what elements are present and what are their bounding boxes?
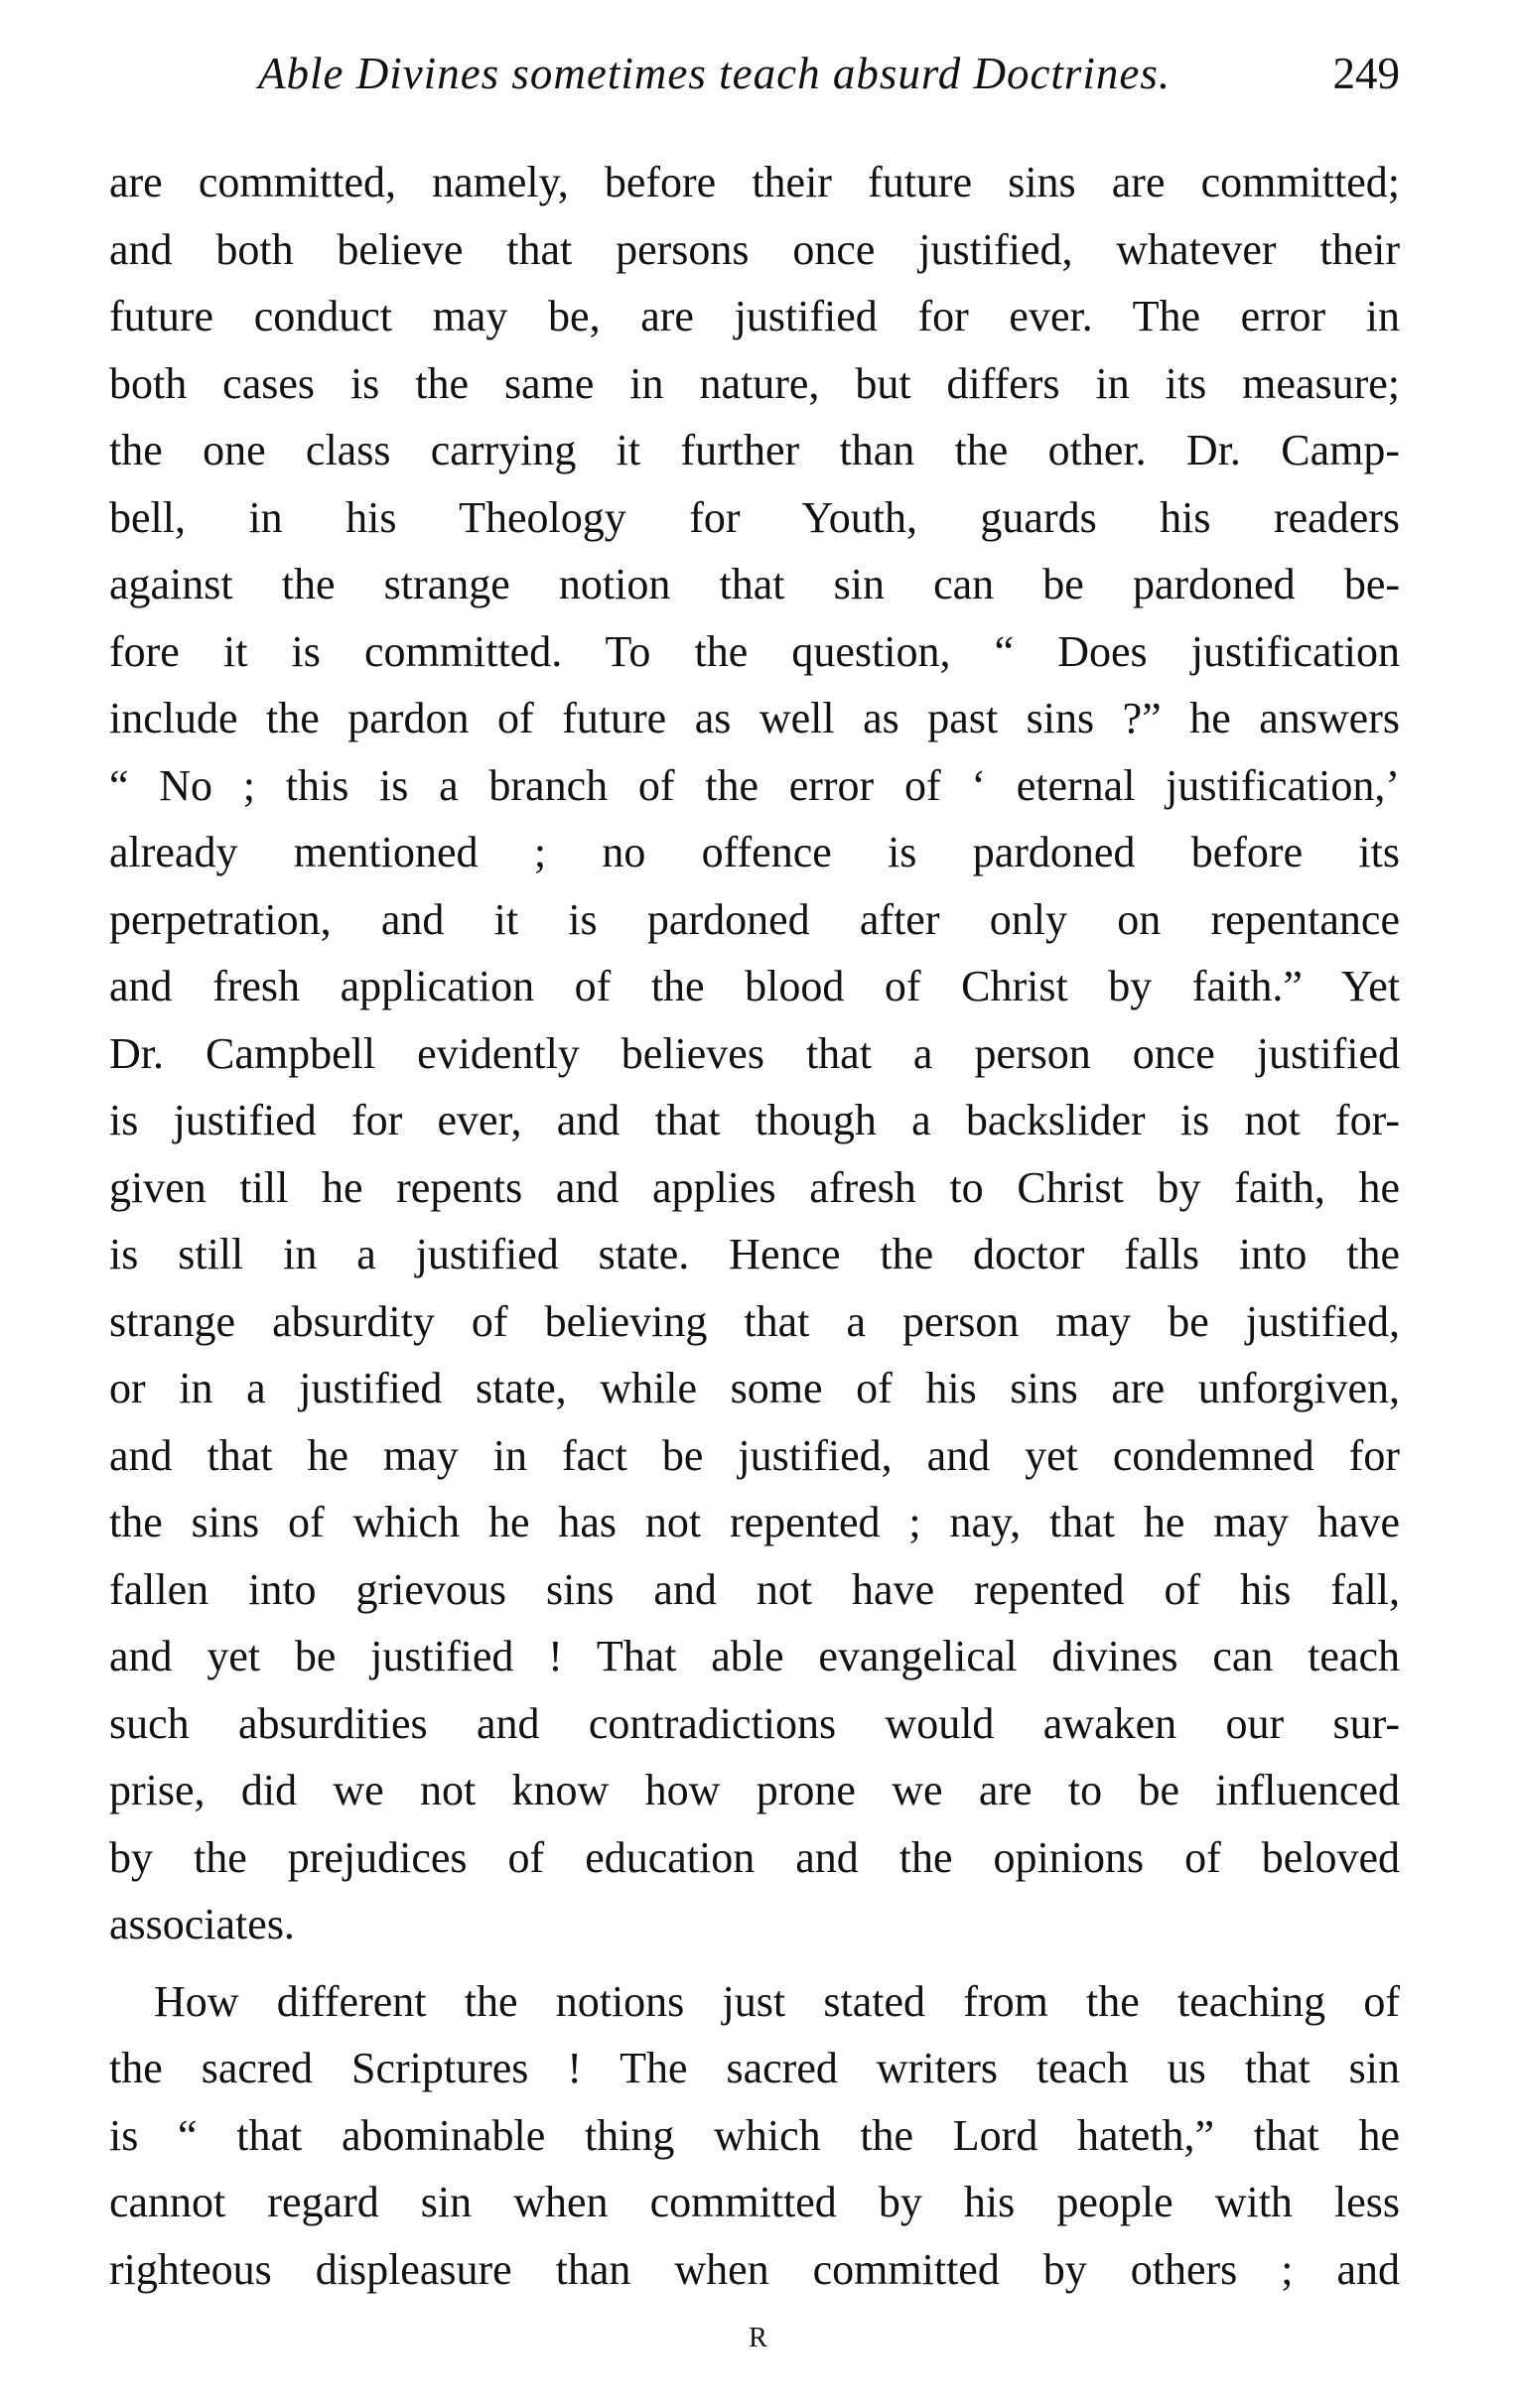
text-line: and fresh application of the blood of Christ by faith.” Yet: [109, 962, 1400, 1010]
text-line: both cases is the same in nature, but differs in its measure;: [109, 358, 1400, 408]
text-line: fore it is committed. To the question, “ Does justification: [109, 626, 1400, 676]
signature-mark: R: [749, 2323, 768, 2353]
text-line: fallen into grievous sins and not have repented of his fall,: [109, 1564, 1400, 1614]
text-line: future conduct may be, are justified for ever. The error in: [109, 292, 1400, 340]
text-line: strange absurdity of believing that a person may be justified,: [109, 1296, 1400, 1346]
text-line: the sins of which he has not repented ; nay, that he may have: [109, 1498, 1400, 1546]
text-line: and yet be justified ! That able evangelical divines can teach: [109, 1632, 1400, 1680]
text-line: by the prejudices of education and the opinions of beloved: [109, 1832, 1400, 1882]
text-line: the one class carrying it further than the other. Dr. Camp-: [109, 426, 1400, 474]
text-line: associates.: [109, 1900, 295, 1948]
text-line: and that he may in fact be justified, and yet condemned for: [109, 1430, 1400, 1480]
text-line: prise, did we not know how prone we are to be influenced: [109, 1766, 1400, 1814]
text-line: or in a justified state, while some of his sins are unforgiven,: [109, 1364, 1400, 1412]
running-head: [109, 48, 1400, 117]
text-line: are committed, namely, before their future sins are committed;: [109, 158, 1400, 206]
text-line: and both believe that persons once justified, whatever their: [109, 224, 1400, 274]
text-line: cannot regard sin when committed by his people with less: [109, 2178, 1400, 2226]
text-line: “ No ; this is a branch of the error of ‘ eternal justification,’: [109, 760, 1400, 810]
paragraph-1: [109, 149, 1400, 1958]
text-line: How different the notions just stated from the teaching of: [154, 1976, 1400, 2026]
text-line: is “ that abominable thing which the Lord hateth,” that he: [109, 2110, 1400, 2160]
page-number: 249: [1332, 49, 1400, 98]
text-line: the sacred Scriptures ! The sacred writers teach us that sin: [109, 2044, 1400, 2092]
running-title: Able Divines sometimes teach absurd Doctrines.: [258, 49, 1172, 98]
text-line: bell, in his Theology for Youth, guards his readers: [109, 492, 1400, 542]
text-line: include the pardon of future as well as past sins ?” he answers: [109, 694, 1400, 742]
text-line: perpetration, and it is pardoned after only on repentance: [109, 894, 1400, 944]
text-line: is still in a justified state. Hence the doctor falls into the: [109, 1230, 1400, 1278]
body-text: [109, 149, 1400, 2303]
text-line: righteous displeasure than when committed by others ; and: [109, 2244, 1400, 2294]
text-line: against the strange notion that sin can be pardoned be-: [109, 560, 1400, 608]
text-line: is justified for ever, and that though a backslider is not for-: [109, 1096, 1400, 1144]
paragraph-2: [109, 1968, 1400, 2304]
text-line: given till he repents and applies afresh to Christ by faith, he: [109, 1162, 1400, 1212]
paragraph-gap: [109, 1958, 1400, 1968]
text-line: already mentioned ; no offence is pardoned before its: [109, 828, 1400, 876]
text-line: such absurdities and contradictions would awaken our sur-: [109, 1698, 1400, 1748]
text-line: Dr. Campbell evidently believes that a person once justified: [109, 1028, 1400, 1078]
